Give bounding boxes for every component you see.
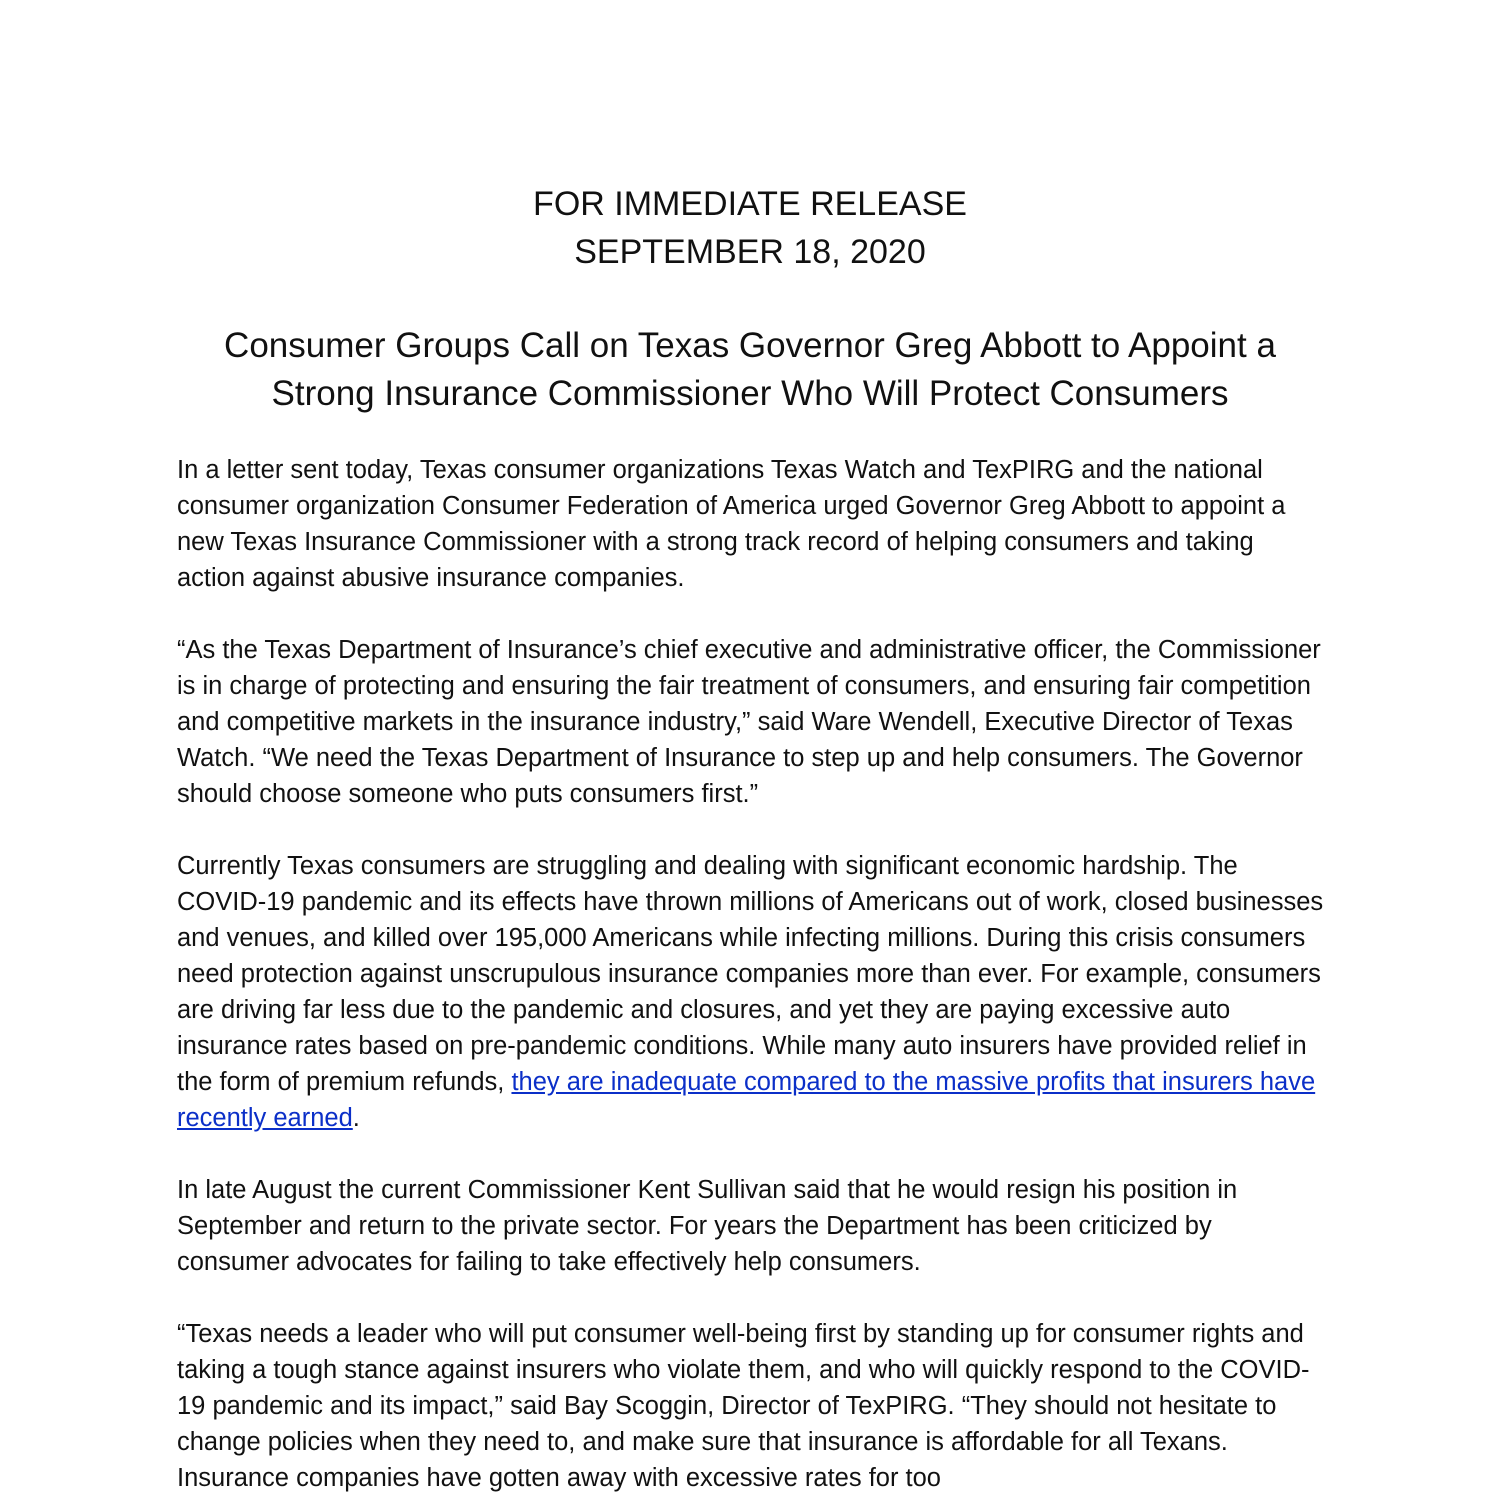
paragraph-3-end: . xyxy=(352,1104,360,1132)
paragraph-3 xyxy=(177,848,1327,1136)
release-label: FOR IMMEDIATE RELEASE xyxy=(533,185,967,223)
inadequate-refunds-link[interactable]: they are inadequate compared to the massive profits that insurers have recently earned xyxy=(177,1068,1316,1132)
headline-line-2: Strong Insurance Commissioner Who Will Protect Consumers xyxy=(271,374,1229,413)
paragraph-4: In late August the current Commissioner Kent Sullivan said that he would resign his position in September and return to the private sector. For years the Department has been criticized by consumer advocates for failing to take effectively help consumers. xyxy=(177,1176,1238,1276)
release-date: SEPTEMBER 18, 2020 xyxy=(574,233,926,271)
paragraph-1: In a letter sent today, Texas consumer organizations Texas Watch and TexPIRG and the national consumer organization Consumer Federation of America urged Governor Greg Abbott to appoint a new Texas Insurance Commissioner with a strong track record of helping consumers and taking action against abusive insurance companies. xyxy=(177,456,1286,592)
page-title xyxy=(150,322,1350,418)
paragraph-5: “Texas needs a leader who will put consumer well-being first by standing up for consumer rights and taking a tough stance against insurers who violate them, and who will quickly respond to the COVID-19 pandemic and its impact,” said Bay Scoggin, Director of TexPIRG. “They should not hesitate to change policies when they need to, and make sure that insurance is affordable for all Texans. Insurance companies have gotten away with excessive rates for too xyxy=(177,1320,1310,1492)
article-body xyxy=(177,452,1327,1500)
paragraph-3-text: Currently Texas consumers are struggling and dealing with significant economic hardship. The COVID-19 pandemic and its effects have thrown millions of Americans out of work, closed businesses and venues, and killed over 195,000 Americans while infecting millions. During this crisis consumers need protection against unscrupulous insurance companies more than ever. For example, consumers are driving far less due to the pandemic and closures, and yet they are paying excessive auto insurance rates based on pre-pandemic conditions. While many auto insurers have provided relief in the form of premium refunds, xyxy=(177,852,1324,1096)
headline-line-1: Consumer Groups Call on Texas Governor Greg Abbott to Appoint a xyxy=(224,326,1276,365)
paragraph-2: “As the Texas Department of Insurance’s chief executive and administrative officer, the Commissioner is in charge of protecting and ensuring the fair treatment of consumers, and ensuring fair competition and competitive markets in the insurance industry,” said Ware Wendell, Executive Director of Texas Watch. “We need the Texas Department of Insurance to step up and help consumers. The Governor should choose someone who puts consumers first.” xyxy=(177,636,1321,808)
release-header xyxy=(0,180,1500,276)
